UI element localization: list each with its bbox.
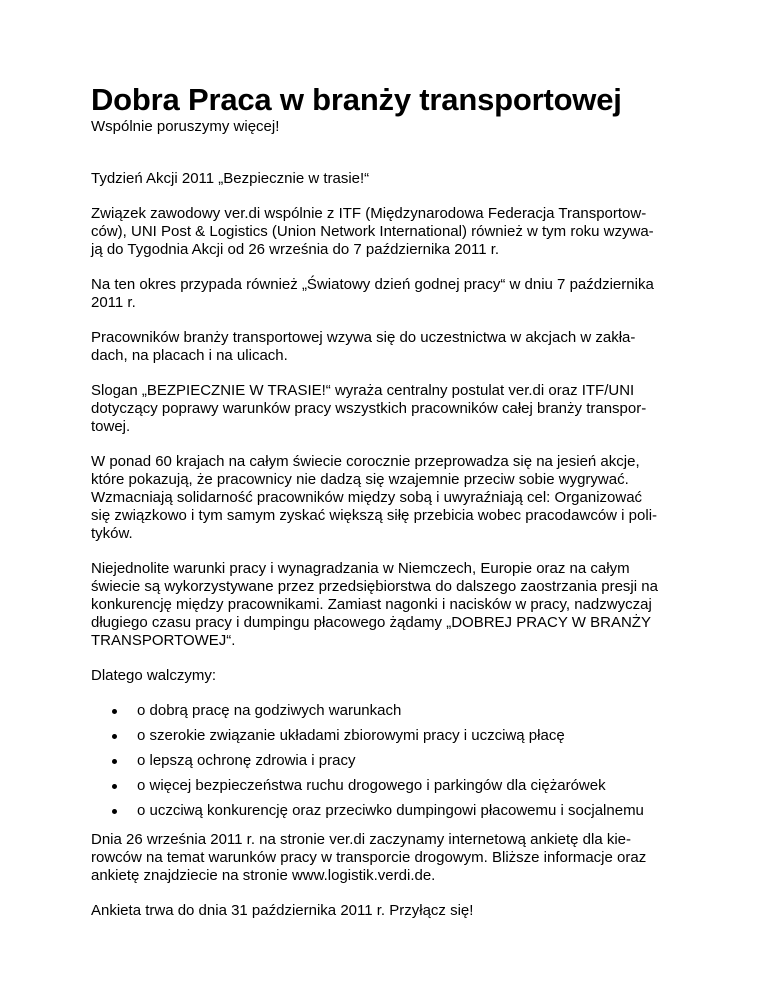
list-item	[91, 702, 691, 720]
list-item-text: o uczciwą konkurencję oraz przeciwko dumpingowi płacowemu i socjalnemu	[137, 802, 644, 819]
paragraph-slogan: Slogan „BEZPIECZNIE W TRASIE!“ wyraża centralny postulat ver.di oraz ITF/UNI dotyczący poprawy warunków pracy wszystkich pracowników całej branży transpor- towej.	[91, 382, 647, 435]
list-item-text: o więcej bezpieczeństwa ruchu drogowego i parkingów dla ciężarówek	[137, 777, 606, 794]
paragraph-we-fight: Dlatego walczymy:	[91, 667, 217, 684]
paragraph-survey-deadline: Ankieta trwa do dnia 31 października 2011 r. Przyłącz się!	[91, 902, 474, 919]
bullet-icon	[112, 759, 117, 764]
bullet-icon	[112, 784, 117, 789]
paragraph-conditions: Niejednolite warunki pracy i wynagradzania w Niemczech, Europie oraz na całym świecie są wykorzystywane przez przedsiębiorstwa do dalszego zaostrzania presji na konkurencję między pracownikami. Zamiast nagonki i nacisków w pracy, nadzwyczaj długiego czasu pracy i dumpingu płacowego żądamy „DOBREJ PRACY W BRANŻY TRANSPORTOWEJ“.	[91, 560, 658, 649]
paragraph-union-call: Związek zawodowy ver.di wspólnie z ITF (Międzynarodowa Federacja Transportow- ców), UNI Post & Logistics (Union Network International) również w tym roku wzywa- ją do Tygodnia Akcji od 26 września do 7 października 2011 r.	[91, 205, 654, 258]
list-item	[91, 727, 691, 745]
list-item-text: o dobrą pracę na godziwych warunkach	[137, 702, 402, 719]
list-item	[91, 802, 691, 820]
document-subtitle: Wspólnie poruszymy więcej!	[91, 118, 280, 135]
demands-list	[91, 702, 691, 820]
list-item-text: o szerokie związanie układami zbiorowymi pracy i uczciwą płacę	[137, 727, 565, 744]
list-item	[91, 777, 691, 795]
bullet-icon	[112, 709, 117, 714]
document-title: Dobra Praca w branży transportowej	[91, 82, 622, 117]
document-page	[91, 82, 691, 937]
paragraph-participation: Pracowników branży transportowej wzywa się do uczestnictwa w akcjach w zakła- dach, na placach i na ulicach.	[91, 329, 636, 364]
bullet-icon	[112, 734, 117, 739]
list-item	[91, 752, 691, 770]
bullet-icon	[112, 809, 117, 814]
paragraph-survey: Dnia 26 września 2011 r. na stronie ver.di zaczynamy internetową ankietę dla kie- rowców na temat warunków pracy w transporcie drogowym. Bliższe informacje oraz ankietę znajdziecie na stronie www.logistik.verdi.de.	[91, 831, 647, 884]
paragraph-action-week: Tydzień Akcji 2011 „Bezpiecznie w trasie!“	[91, 170, 370, 187]
paragraph-countries: W ponad 60 krajach na całym świecie corocznie przeprowadza się na jesień akcje, które pokazują, że pracownicy nie dadzą się wzajemnie przeciw sobie wygrywać. Wzmacniają solidarność pracowników między sobą i uwyraźniają cel: Organizować się związkowo i tym samym zyskać większą siłę przebicia wobec pracodawców i poli- tyków.	[91, 453, 658, 542]
list-item-text: o lepszą ochronę zdrowia i pracy	[137, 752, 356, 769]
paragraph-decent-work-day: Na ten okres przypada również „Światowy dzień godnej pracy“ w dniu 7 października 2011 r.	[91, 276, 654, 311]
